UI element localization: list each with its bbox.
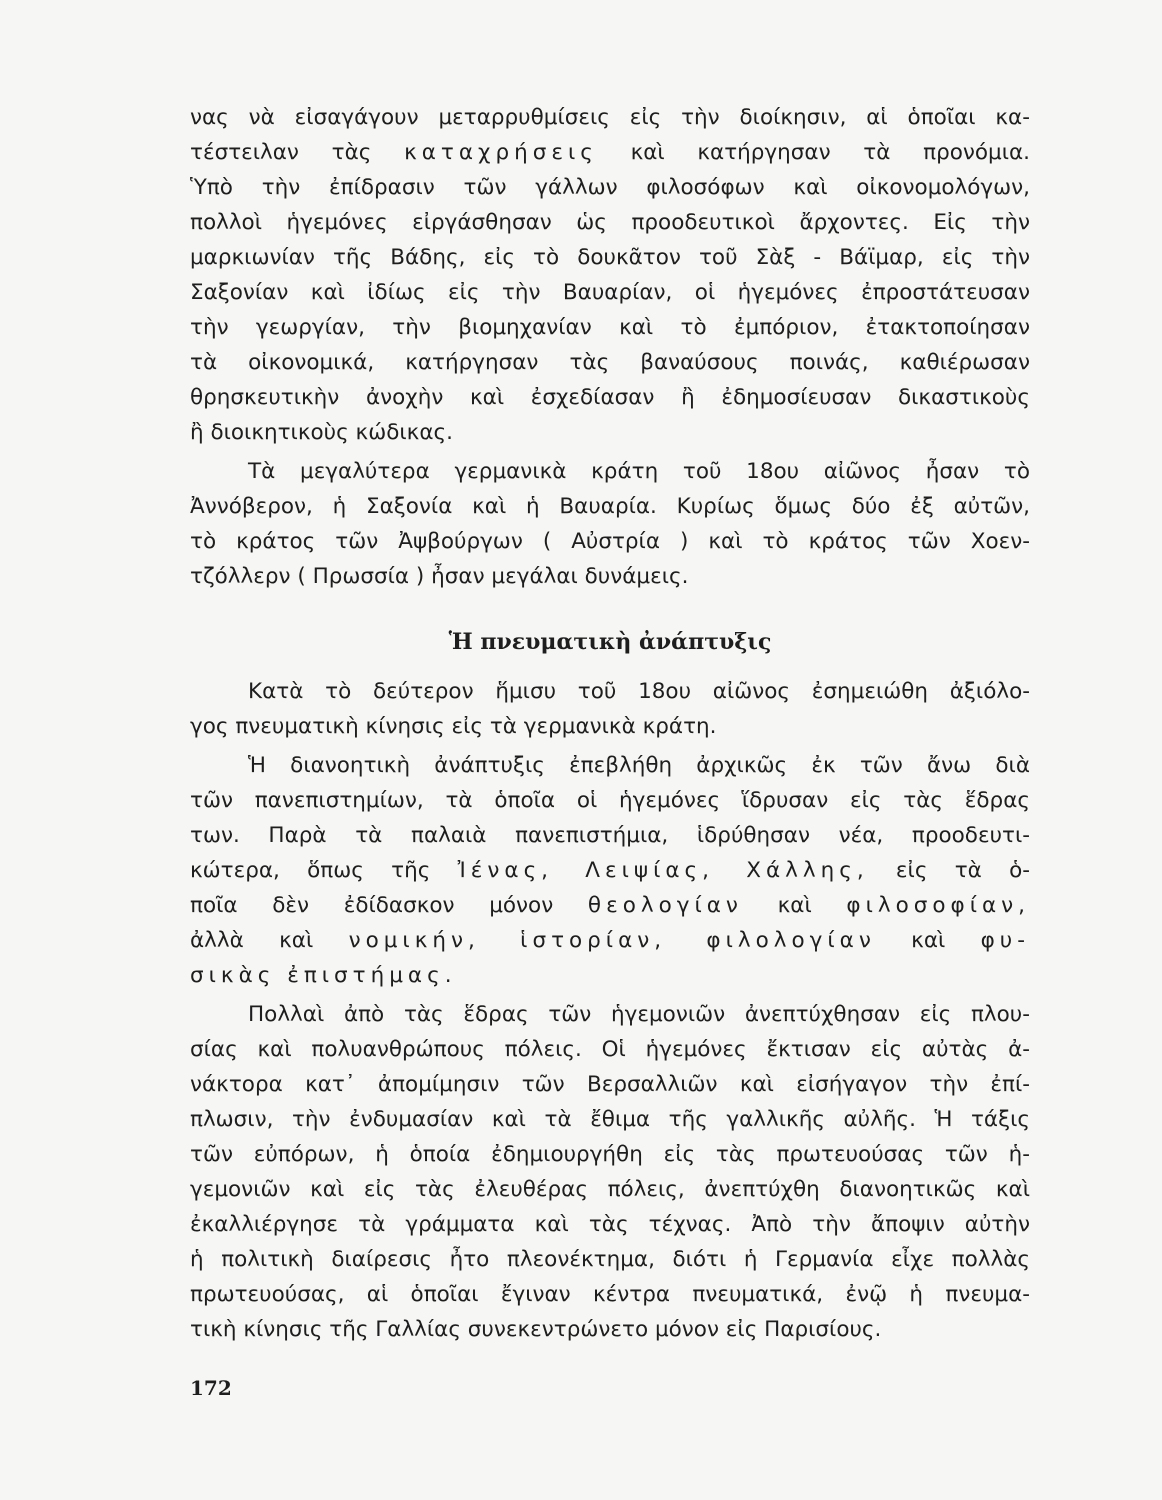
text-line: τικὴ κίνησις τῆς Γαλλίας συνεκεντρώνετο μόνον εἰς Παρισίους. (190, 1317, 882, 1342)
text-segment: εἰς τὰ ὁ- (868, 858, 1030, 883)
spaced-emphasis: καταχρήσεις (404, 140, 598, 165)
text-line: ἡ πολιτικὴ διαίρεσις ἦτο πλεονέκτημα, διότι ἡ Γερμανία εἶχε πολλὰς (190, 1247, 1030, 1272)
text-line: ἐκαλλιέργησε τὰ γράμματα καὶ τὰς τέχνας. Ἀπὸ τὴν ἄποψιν αὐτὴν (190, 1212, 1030, 1237)
spaced-emphasis: σικὰς ἐπιστήμας. (190, 963, 457, 988)
text-line: τὸ κράτος τῶν Ἀψβούργων ( Αὐστρία ) καὶ τὸ κράτος τῶν Χοεν- (190, 529, 1030, 554)
text-segment: ποῖα δὲν ἐδίδασκον μόνον (190, 893, 588, 918)
text-line: τῶν πανεπιστημίων, τὰ ὁποῖα οἱ ἡγεμόνες ἵδρυσαν εἰς τὰς ἕδρας (190, 788, 1030, 813)
text-line: θρησκευτικὴν ἀνοχὴν καὶ ἐσχεδίασαν ἢ ἐδημοσίευσαν δικαστικοὺς (190, 385, 1030, 410)
page-number: 172 (190, 1376, 232, 1400)
text-line: σίας καὶ πολυανθρώπους πόλεις. Οἱ ἡγεμόνες ἔκτισαν εἰς αὐτὰς ἀ- (190, 1037, 1030, 1062)
text-segment: ἀλλὰ καὶ (190, 928, 349, 953)
text-segment: καὶ (875, 928, 981, 953)
text-line (190, 853, 1030, 888)
spaced-emphasis: θεολογίαν (587, 893, 743, 918)
paragraph (190, 100, 1030, 450)
text-line (190, 923, 1030, 958)
text-line: γεμονιῶν καὶ εἰς τὰς ἐλευθέρας πόλεις, ἀνεπτύχθη διανοητικῶς καὶ (190, 1177, 1030, 1202)
text-line: Κατὰ τὸ δεύτερον ἥμισυ τοῦ 18ου αἰῶνος ἐσημειώθη ἀξιόλο- (248, 679, 1030, 704)
text-line: γος πνευματικὴ κίνησις εἰς τὰ γερμανικὰ κράτη. (190, 714, 717, 739)
text-line: τῶν εὐπόρων, ἡ ὁποία ἐδημιουργήθη εἰς τὰς πρωτευούσας τῶν ἡ- (190, 1142, 1030, 1167)
text-line: τὰ οἰκονομικά, κατήργησαν τὰς βαναύσους ποινάς, καθιέρωσαν (190, 350, 1030, 375)
section-intro (190, 100, 1030, 594)
text-line: Ὑπὸ τὴν ἐπίδρασιν τῶν γάλλων φιλοσόφων καὶ οἰκονομολόγων, (190, 175, 1030, 200)
text-line: Πολλαὶ ἀπὸ τὰς ἕδρας τῶν ἡγεμονιῶν ἀνεπτύχθησαν εἰς πλου- (248, 1002, 1030, 1027)
text-line (190, 888, 1030, 923)
text-segment: καὶ (742, 893, 847, 918)
text-segment: τέστειλαν τὰς (190, 140, 405, 165)
text-line: τὴν γεωργίαν, τὴν βιομηχανίαν καὶ τὸ ἐμπόριον, ἐτακτοποίησαν (190, 315, 1030, 340)
text-line: Σαξονίαν καὶ ἰδίως εἰς τὴν Βαυαρίαν, οἱ ἡγεμόνες ἐπροστάτευσαν (190, 280, 1030, 305)
paragraph (190, 454, 1030, 594)
text-line: νάκτορα κατ᾿ ἀπομίμησιν τῶν Βερσαλλιῶν καὶ εἰσήγαγον τὴν ἐπί- (190, 1072, 1030, 1097)
text-segment: καὶ κατήργησαν τὰ προνόμια. (597, 140, 1030, 165)
text-line: τζόλλερν ( Πρωσσία ) ἦσαν μεγάλαι δυνάμεις. (190, 564, 689, 589)
text-segment: κώτερα, ὅπως τῆς (190, 858, 458, 883)
text-line: πλωσιν, τὴν ἐνδυμασίαν καὶ τὰ ἔθιμα τῆς γαλλικῆς αὐλῆς. Ἡ τάξις (190, 1107, 1030, 1132)
spaced-emphasis: νομικήν, ἱστορίαν, φιλολογίαν (348, 928, 876, 953)
text-line: ἢ διοικητικοὺς κώδικας. (190, 420, 453, 445)
paragraph (190, 997, 1030, 1347)
text-line: πολλοὶ ἡγεμόνες εἰργάσθησαν ὡς προοδευτικοὶ ἄρχοντες. Εἰς τὴν (190, 210, 1030, 235)
section-heading: Ἡ πνευματικὴ ἀνάπτυξις (448, 629, 772, 655)
text-line: νας νὰ εἰσαγάγουν μεταρρυθμίσεις εἰς τὴν διοίκησιν, αἱ ὁποῖαι κα- (190, 105, 1030, 130)
spaced-emphasis: φιλοσοφίαν, (846, 893, 1030, 918)
text-line: Ἀννόβερον, ἡ Σαξονία καὶ ἡ Βαυαρία. Κυρίως ὅμως δύο ἐξ αὐτῶν, (190, 494, 1030, 519)
text-line (190, 135, 1030, 170)
text-line: των. Παρὰ τὰ παλαιὰ πανεπιστήμια, ἱδρύθησαν νέα, προοδευτι- (190, 823, 1030, 848)
spaced-emphasis: Ἰένας, Λειψίας, Χάλλης, (457, 858, 869, 883)
body-text (190, 100, 1030, 1347)
paragraph (190, 748, 1030, 993)
text-line: μαρκιωνίαν τῆς Βάδης, εἰς τὸ δουκᾶτον τοῦ Σὰξ - Βάϊμαρ, εἰς τὴν (190, 245, 1030, 270)
section-intellectual-development (190, 674, 1030, 1347)
spaced-emphasis: φυ- (980, 928, 1030, 953)
text-line (190, 958, 1030, 993)
text-line: Τὰ μεγαλύτερα γερμανικὰ κράτη τοῦ 18ου αἰῶνος ἦσαν τὸ (248, 459, 1030, 484)
text-line: Ἡ διανοητικὴ ἀνάπτυξις ἐπεβλήθη ἀρχικῶς ἐκ τῶν ἄνω διὰ (248, 753, 1030, 778)
paragraph (190, 674, 1030, 744)
text-line: πρωτευούσας, αἱ ὁποῖαι ἔγιναν κέντρα πνευματικά, ἐνῷ ἡ πνευμα- (190, 1282, 1030, 1307)
